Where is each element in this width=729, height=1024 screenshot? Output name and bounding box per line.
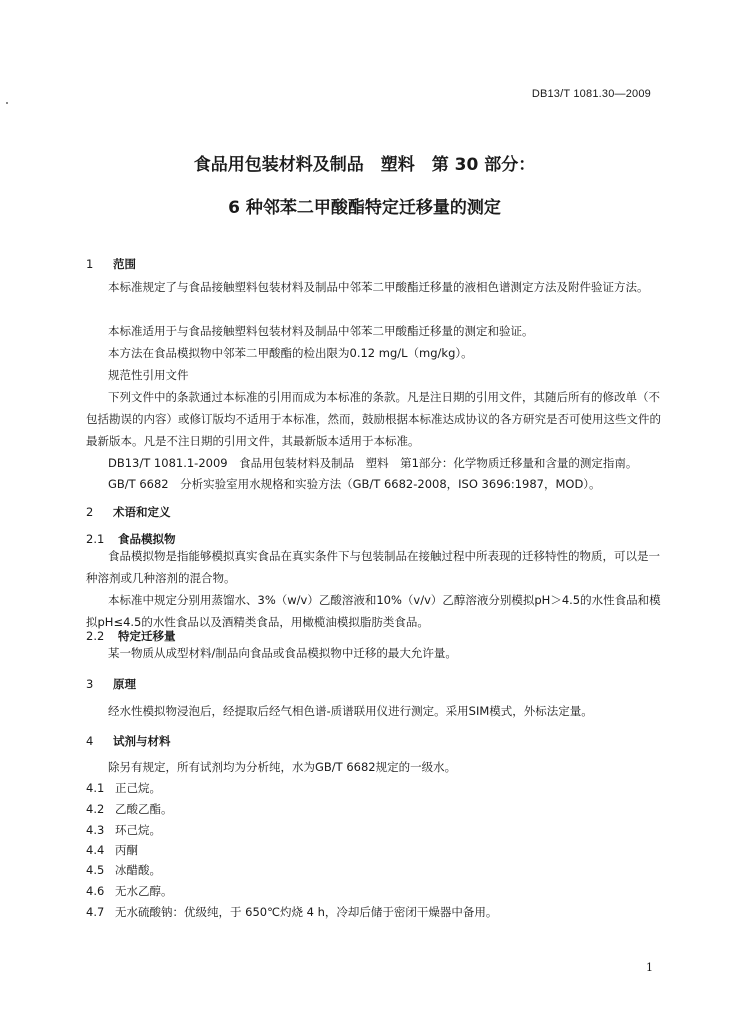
- section-number: 2: [86, 505, 94, 519]
- item-text: 丙酮: [115, 843, 138, 857]
- section-3-paragraph-1: 经水性模拟物浸泡后，经提取后经气相色谱-质谱联用仪进行测定。采用SIM模式，外标法定量。: [108, 704, 593, 718]
- section-1-paragraph-2: 本标准适用于与食品接触塑料包装材料及制品中邻苯二甲酸酯迁移量的测定和验证。: [108, 324, 534, 338]
- item-number: 4.3: [86, 823, 105, 837]
- section-title: 术语和定义: [113, 505, 171, 519]
- section-number: 3: [86, 677, 94, 691]
- list-item: [86, 862, 161, 878]
- item-text: 无水硫酸钠：优级纯，于 650℃灼烧 4 h，冷却后储于密闭干燥器中备用。: [115, 905, 498, 919]
- section-1-paragraph-6: DB13/T 1081.1-2009 食品用包装材料及制品 塑料 第1部分：化学物质迁移量和含量的测定指南。: [108, 456, 638, 470]
- list-item: [86, 801, 173, 817]
- list-item: [86, 822, 161, 838]
- section-1-paragraph-4: 规范性引用文件: [108, 368, 189, 382]
- section-number: 1: [86, 257, 94, 271]
- list-item: [86, 842, 138, 858]
- list-item: [86, 904, 497, 920]
- section-4-paragraph-1: 除另有规定，所有试剂均为分析纯，水为GB/T 6682规定的一级水。: [108, 760, 457, 774]
- page-number: 1: [646, 961, 653, 974]
- document-title-line1: 食品用包装材料及制品 塑料 第 30 部分：: [193, 155, 536, 175]
- subsection-number: 2.1: [86, 532, 105, 546]
- item-number: 4.1: [86, 781, 105, 795]
- section-1-heading: [86, 256, 136, 272]
- section-title: 试剂与材料: [113, 734, 171, 748]
- section-4-heading: [86, 733, 171, 749]
- item-number: 4.7: [86, 905, 105, 919]
- item-text: 正己烷。: [115, 781, 161, 795]
- item-number: 4.4: [86, 843, 105, 857]
- subsection-title: 食品模拟物: [118, 532, 176, 546]
- scan-mark: [6, 102, 8, 104]
- standard-code: DB13/T 1081.30—2009: [531, 88, 651, 100]
- document-title-line2: 6 种邻苯二甲酸酯特定迁移量的测定: [228, 198, 501, 218]
- item-text: 环己烷。: [115, 823, 161, 837]
- section-number: 4: [86, 734, 94, 748]
- section-title: 原理: [113, 677, 136, 691]
- item-number: 4.6: [86, 884, 105, 898]
- section-1-paragraph-3: 本方法在食品模拟物中邻苯二甲酸酯的检出限为0.12 mg/L（mg/kg）。: [108, 346, 473, 360]
- list-item: [86, 780, 161, 796]
- subsection-2-1-paragraph-2: 本标准中规定分别用蒸馏水、3%（w/v）乙酸溶液和10%（v/v）乙醇溶液分别模拟pH＞4.5的水性食品和模拟pH≤4.5的水性食品以及酒精类食品，用橄榄油模拟脂肪类食品。: [86, 593, 661, 629]
- list-item: [86, 883, 173, 899]
- item-text: 冰醋酸。: [115, 863, 161, 877]
- item-number: 4.2: [86, 802, 105, 816]
- section-3-heading: [86, 676, 136, 692]
- subsection-title: 特定迁移量: [118, 629, 176, 643]
- section-1-paragraph-1: 本标准规定了与食品接触塑料包装材料及制品中邻苯二甲酸酯迁移量的液相色谱测定方法及附件验证方法。: [108, 280, 649, 294]
- subsection-2-2-paragraph-1: 某一物质从成型材料/制品向食品或食品模拟物中迁移的最大允许量。: [108, 646, 457, 660]
- item-number: 4.5: [86, 863, 105, 877]
- item-text: 无水乙醇。: [115, 884, 173, 898]
- section-2-heading: [86, 504, 171, 520]
- section-title: 范围: [113, 257, 136, 271]
- subsection-2-1-paragraph-1: 食品模拟物是指能够模拟真实食品在真实条件下与包装制品在接触过程中所表现的迁移特性的物质，可以是一种溶剂或几种溶剂的混合物。: [86, 549, 660, 585]
- subsection-number: 2.2: [86, 629, 105, 643]
- section-1-paragraph-7: GB/T 6682 分析实验室用水规格和实验方法（GB/T 6682-2008，ISO 3696:1987，MOD）。: [108, 477, 601, 491]
- section-1-paragraph-5: 下列文件中的条款通过本标准的引用而成为本标准的条款。凡是注日期的引用文件，其随后所有的修改单（不包括勘误的内容）或修订版均不适用于本标准，然而，鼓励根据本标准达成协议的各方研究是否可使用这些文件的最新版本。凡是不注日期的引用文件，其最新版本适用于本标准。: [86, 390, 661, 448]
- item-text: 乙酸乙酯。: [115, 802, 173, 816]
